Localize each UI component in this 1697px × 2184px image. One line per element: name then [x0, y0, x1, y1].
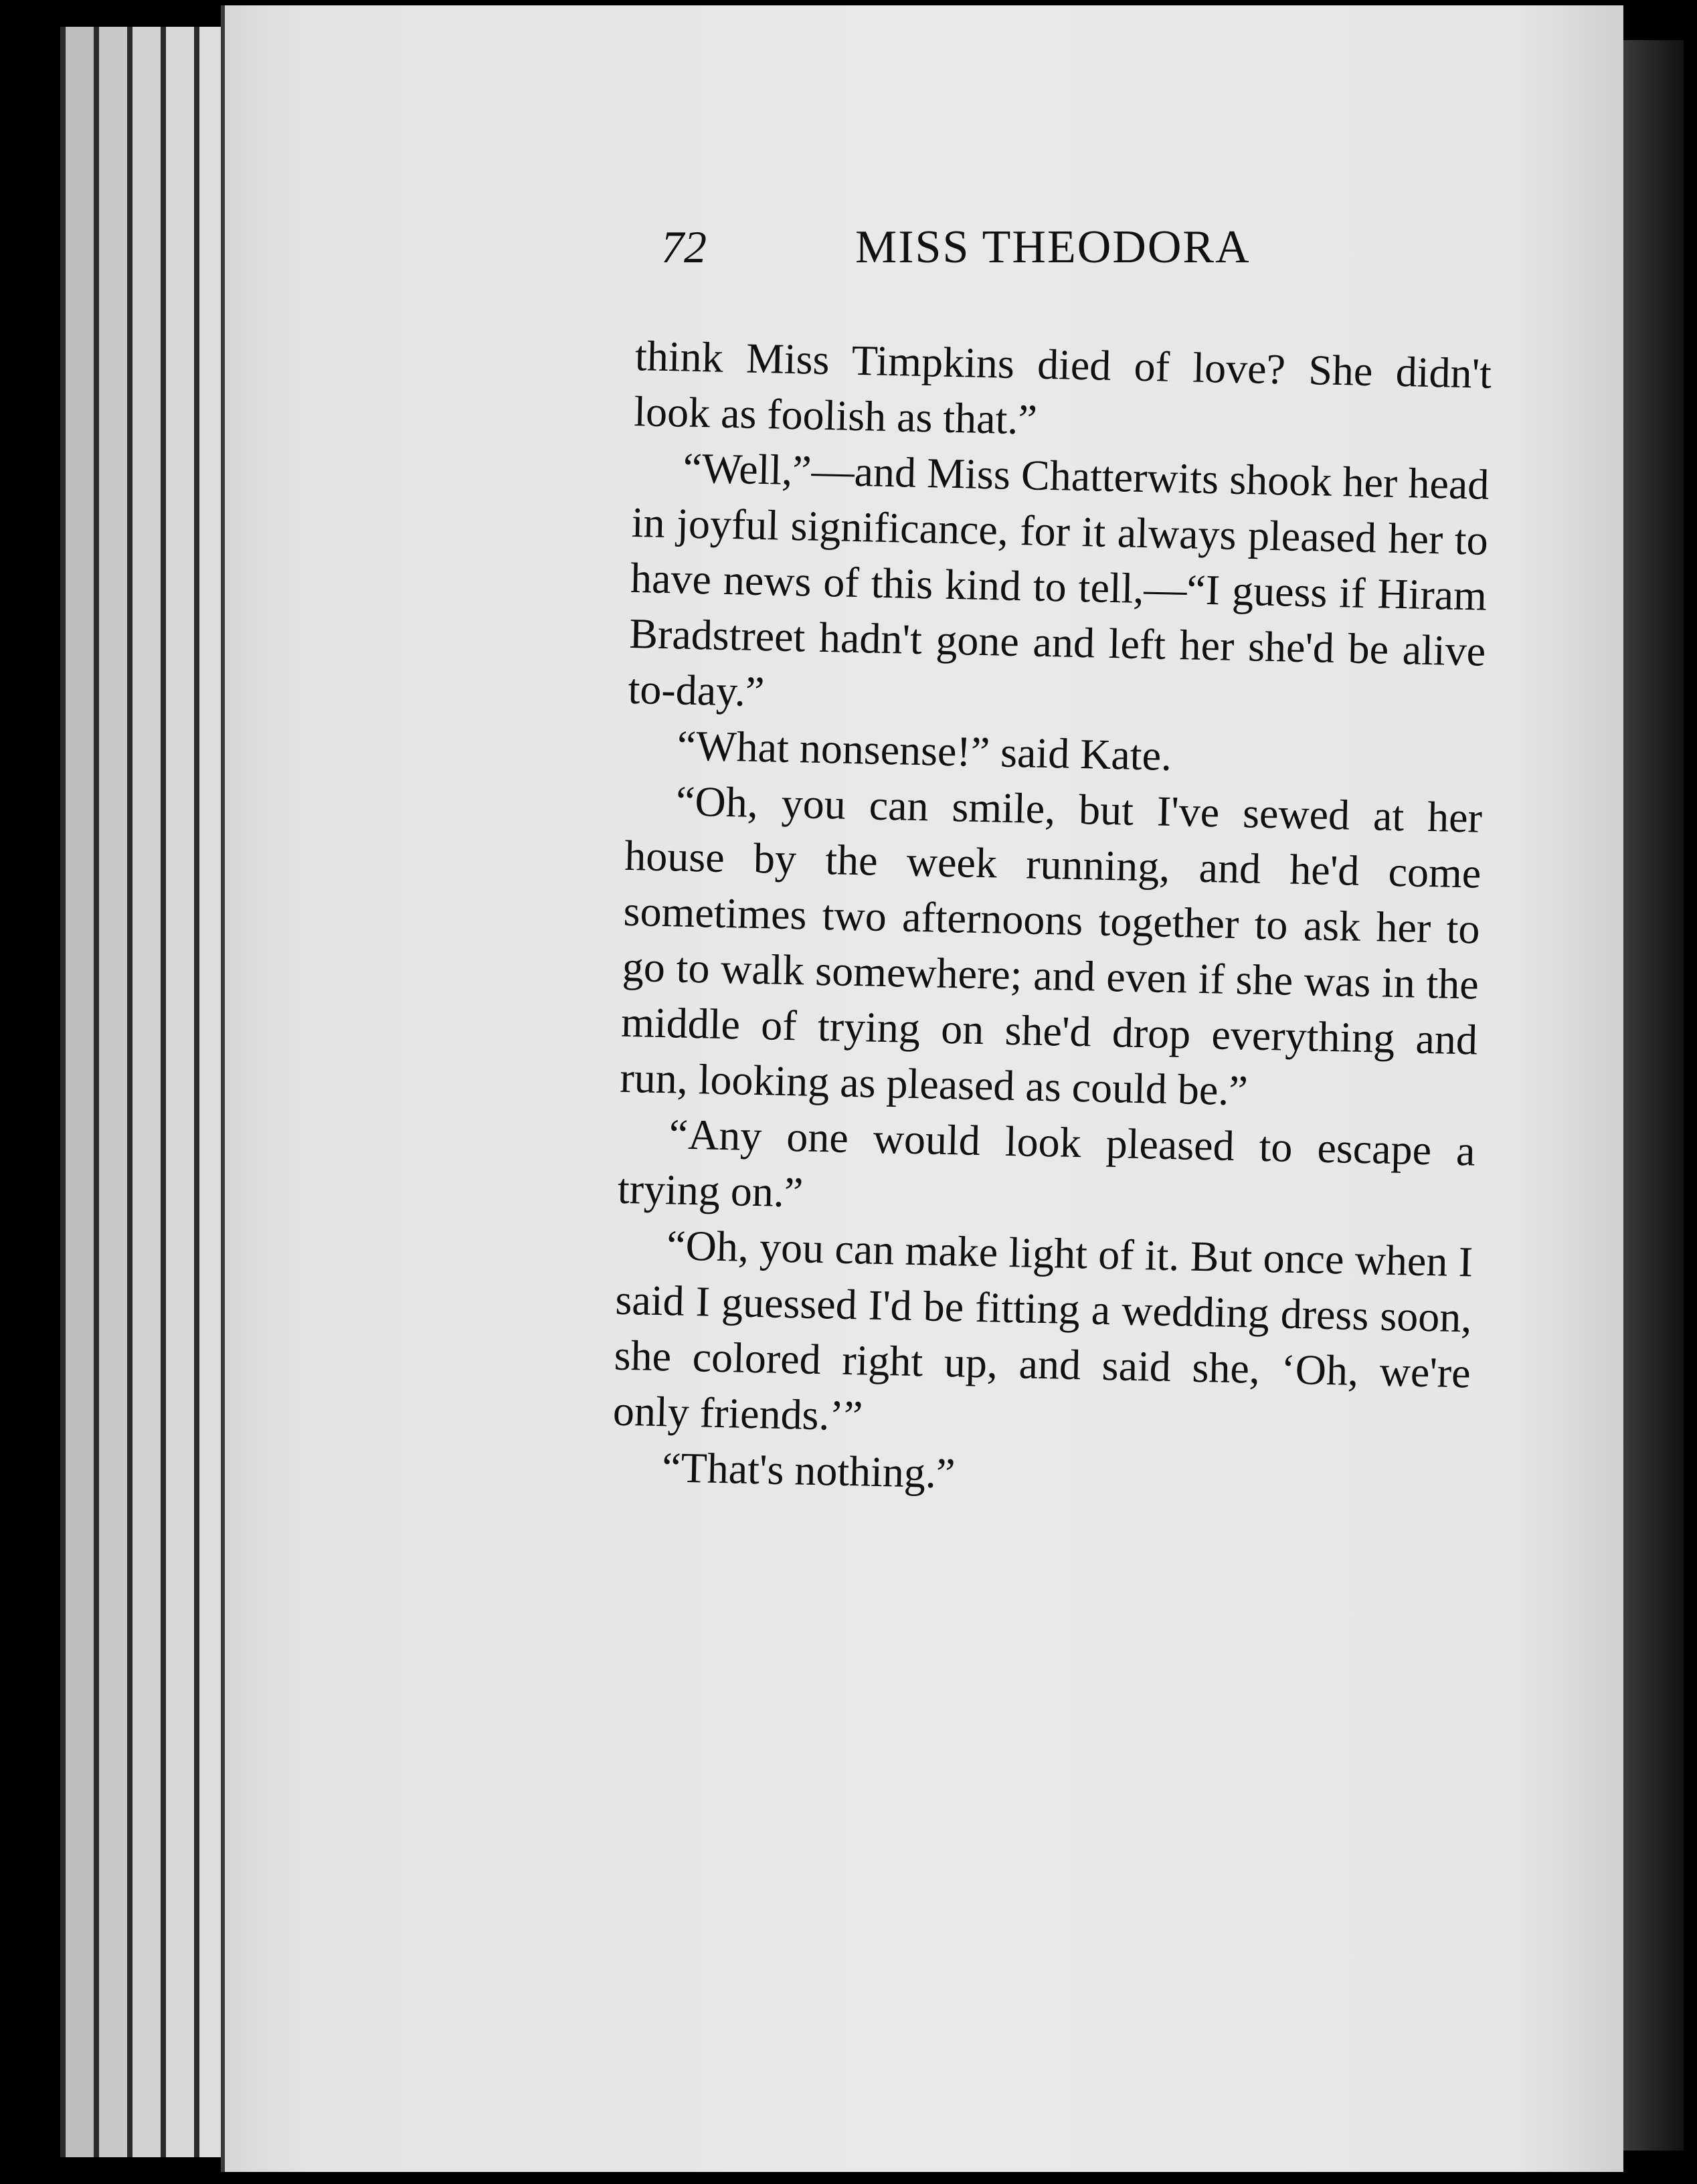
paragraph: think Miss Timpkins died of love? She didn't look as foolish as that.” — [633, 331, 1492, 444]
body-text — [611, 328, 1492, 1512]
paragraph: “Oh, you can make light of it. But once when I said I guessed I'd be fitting a wedding dress soon, she colored right up, and said she, ‘Oh, we're only friends.’” — [612, 1221, 1473, 1440]
running-title: MISS THEODORA — [855, 221, 1251, 273]
paragraph: “Any one would look pleased to escape a trying on.” — [617, 1110, 1476, 1216]
page-number: 72 — [661, 221, 707, 272]
paragraph: “Well,”—and Miss Chatterwits shook her head in joyful significance, for it always pleased her to have news of this kind to tell,—“I guess if Hiram Bradstreet hadn't gone and left her she'd be alive to-day.” — [627, 444, 1490, 716]
page-header — [661, 221, 1310, 294]
paragraph: “That's nothing.” — [661, 1443, 956, 1497]
book-gutter — [1623, 40, 1684, 2151]
paragraph: “Oh, you can smile, but I've sewed at her house by the week running, and he'd come sometimes two afternoons together to ask her to go to walk somewhere; and even if she was in the middle of trying on she'd drop everything and run, looking as pleased as could be.” — [619, 777, 1483, 1115]
paragraph: “What nonsense!” said Kate. — [677, 721, 1172, 780]
